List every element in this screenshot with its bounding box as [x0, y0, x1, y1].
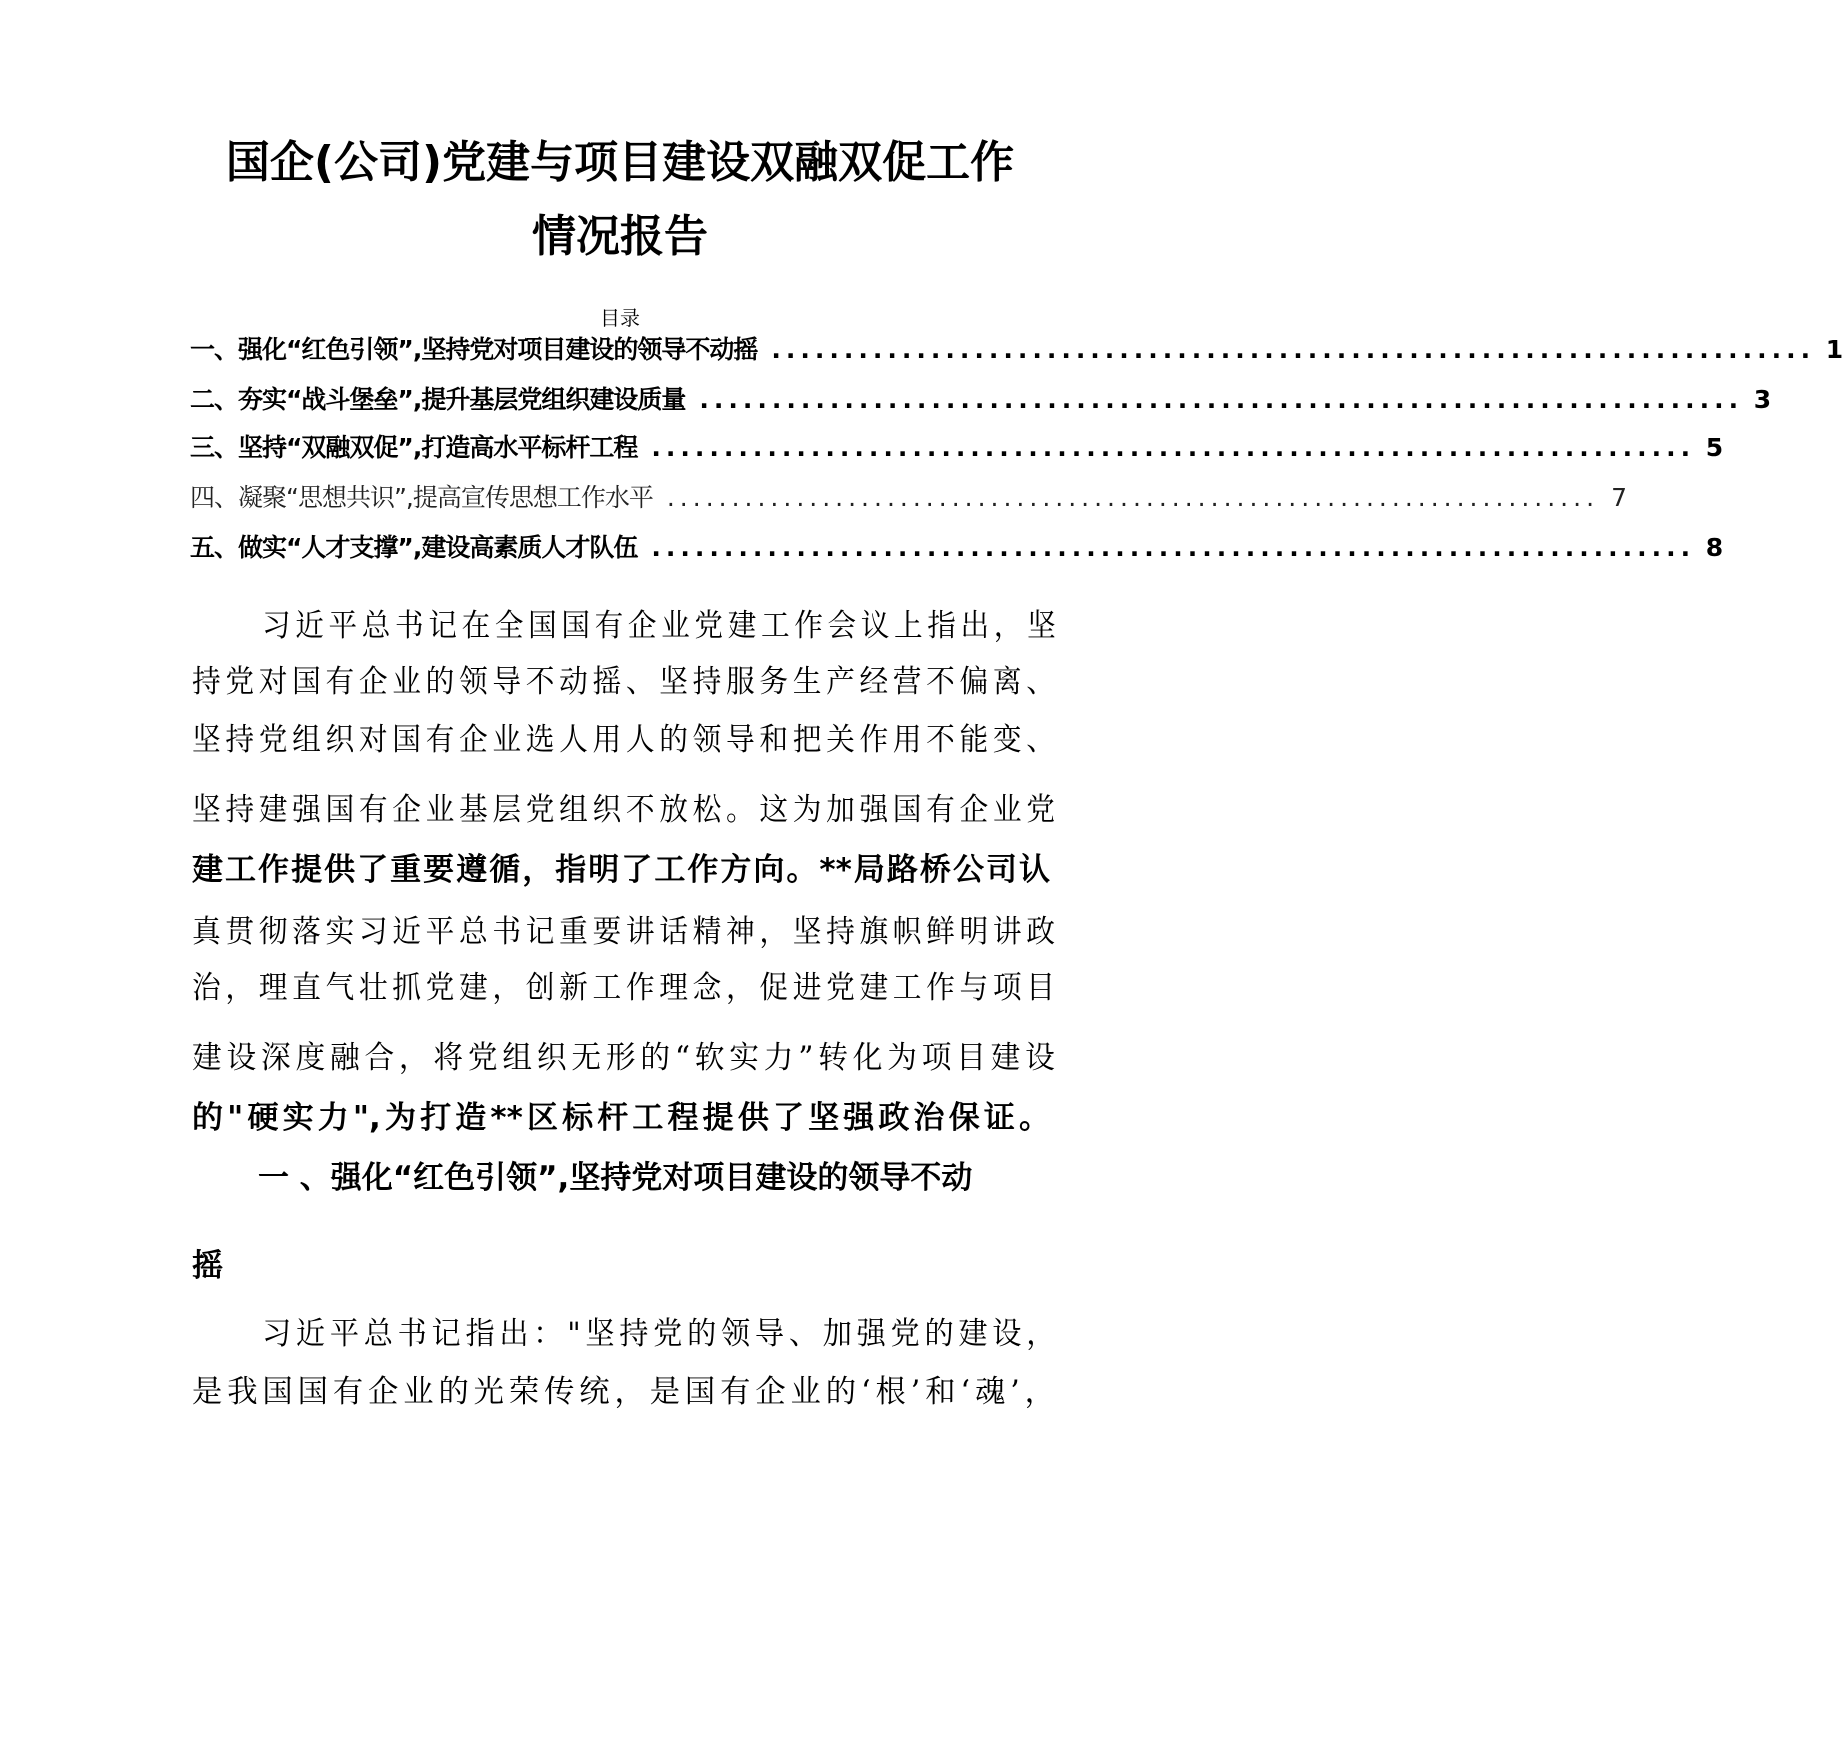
toc-entry-text: 四、凝聚“思想共识”,提高宣传思想工作水平: [190, 483, 653, 512]
document-title-line-1: 国企(公司)党建与项目建设双融双促工作: [225, 137, 1015, 188]
paragraph-1-line-5: 建工作提供了重要遵循，指明了工作方向。**局路桥公司认: [192, 852, 1050, 888]
section-1-heading-line-1: 一 、强化“红色引领”,坚持党对项目建设的领导不动: [258, 1160, 973, 1196]
paragraph-2-line-2: 是我国国有企业的光荣传统，是国有企业的‘根’和‘魂’，: [192, 1374, 1060, 1410]
toc-entry-text: 一、强化“红色引领”,坚持党对项目建设的领导不动摇: [190, 335, 758, 364]
toc-entry-text: 三、坚持“双融双促”,打造高水平标杆工程: [190, 433, 638, 462]
toc-page-number: 5: [1705, 433, 1724, 462]
toc-entry-3[interactable]: [190, 428, 1724, 468]
paragraph-1-line-1: 习近平总书记在全国国有企业党建工作会议上指出，坚: [262, 608, 1061, 644]
toc-page-number: 1: [1825, 335, 1843, 364]
paragraph-1-line-6: 真贯彻落实习近平总书记重要讲话精神，坚持旗帜鲜明讲政: [192, 914, 1060, 950]
toc-page-number: 8: [1705, 533, 1724, 562]
paragraph-1-line-9: 的"硬实力",为打造**区标杆工程提供了坚强政治保证。: [192, 1100, 1050, 1136]
toc-page-number: 3: [1753, 385, 1772, 414]
paragraph-1-line-2: 持党对国有企业的领导不动摇、坚持服务生产经营不偏离、: [192, 664, 1060, 700]
toc-entry-5[interactable]: [190, 528, 1724, 568]
toc-entry-4[interactable]: [190, 478, 1628, 518]
toc-entry-text: 二、夯实“战斗堡垒”,提升基层党组织建设质量: [190, 385, 686, 414]
toc-dot-leader: ........................................................................: [651, 533, 1696, 562]
paragraph-2-line-1: 习近平总书记指出："坚持党的领导、加强党的建设，: [262, 1316, 1061, 1352]
toc-dot-leader: ........................................................................: [666, 483, 1600, 512]
toc-entry-2[interactable]: [190, 380, 1772, 420]
toc-dot-leader: ........................................................................: [651, 433, 1696, 462]
toc-entry-text: 五、做实“人才支撑”,建设高素质人才队伍: [190, 533, 638, 562]
paragraph-1-line-8: 建设深度融合，将党组织无形的“软实力”转化为项目建设: [192, 1040, 1060, 1076]
document-title-line-2: 情况报告: [532, 211, 708, 262]
paragraph-1-line-3: 坚持党组织对国有企业选人用人的领导和把关作用不能变、: [192, 722, 1060, 758]
paragraph-1-line-7: 治，理直气壮抓党建，创新工作理念，促进党建工作与项目: [192, 970, 1060, 1006]
toc-dot-leader: ........................................................................: [699, 385, 1744, 414]
toc-page-number: 7: [1611, 483, 1628, 512]
toc-heading: 目录: [600, 306, 640, 330]
section-1-heading-line-2: 摇: [192, 1248, 223, 1284]
toc-entry-1[interactable]: [190, 330, 1843, 370]
toc-dot-leader: ........................................................................: [771, 335, 1816, 364]
paragraph-1-line-4: 坚持建强国有企业基层党组织不放松。这为加强国有企业党: [192, 792, 1060, 828]
